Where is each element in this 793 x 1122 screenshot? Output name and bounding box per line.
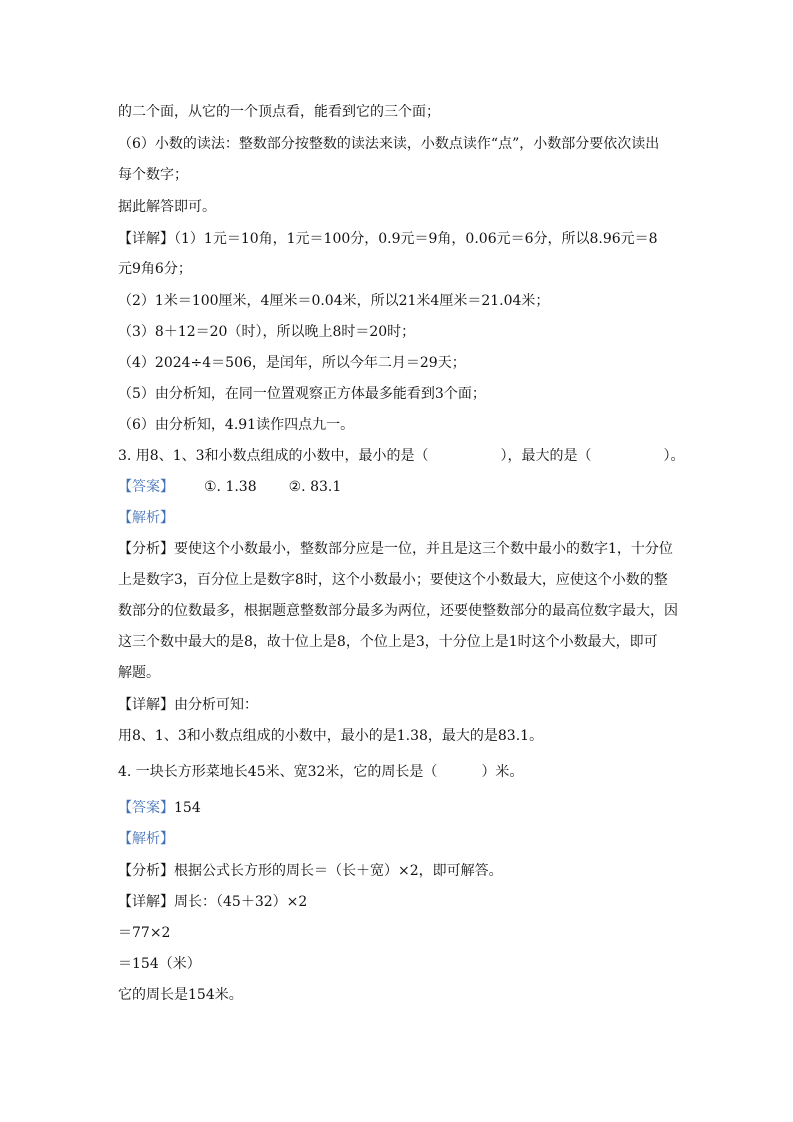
question-3-part-c: ）。: [663, 448, 685, 464]
answer-item: ①. 1.38: [204, 479, 257, 495]
detail-line: ＝154（米）: [118, 956, 201, 972]
question-4: [118, 762, 523, 782]
question-3-part-b: ），最大的是（: [500, 448, 592, 464]
analysis-line: 解题。: [118, 665, 160, 681]
analysis-line: 【分析】要使这个小数最小，整数部分应是一位，并且是这三个数中最小的数字1，十分位: [118, 541, 673, 557]
answer-tag: 【答案】: [118, 800, 174, 816]
text-line: （5）由分析知，在同一位置观察正方体最多能看到3个面；: [118, 386, 486, 402]
question-3: [118, 446, 685, 466]
question-4-part-a: 4. 一块长方形菜地长45米、宽32米，它的周长是（: [118, 764, 438, 780]
text-line: （4）2024÷4＝506，是闰年，所以今年二月＝29天；: [118, 355, 466, 371]
detail-line: 【详解】周长：（45＋32）×2: [118, 894, 308, 910]
detail-line: 用8、1、3和小数点组成的小数中，最小的是1.38，最大的是83.1。: [118, 728, 544, 744]
analysis-tag: 【解析】: [118, 510, 174, 526]
text-line: 每个数字；: [118, 167, 188, 183]
analysis-line: 上是数字3，百分位上是数字8时，这个小数最小；要使这个小数最大，应使这个小数的整: [118, 572, 668, 588]
analysis-tag: 【解析】: [118, 831, 174, 847]
text-line: （2）1米＝100厘米，4厘米＝0.04米，所以21米4厘米＝21.04米；: [118, 293, 550, 309]
question-4-part-b: ）米。: [481, 764, 524, 780]
detail-line: 它的周长是154米。: [118, 987, 243, 1003]
question-4-answer: [118, 798, 201, 818]
analysis-line: 这三个数中最大的是8，故十位上是8，个位上是3，十分位上是1时这个小数最大，即可: [118, 634, 658, 650]
text-line: 【详解】（1）1元＝10角，1元＝100分，0.9元＝9角，0.06元＝6分，所以8.96元＝8: [118, 231, 658, 247]
analysis-line: 数部分的位数最多，根据题意整数部分最多为两位，还要使整数部分的最高位数字最大，因: [118, 603, 678, 619]
detail-line: 【详解】由分析可知：: [118, 697, 258, 713]
answer-tag: 【答案】: [118, 479, 174, 495]
question-3-answer: [118, 477, 341, 497]
detail-line: ＝77×2: [118, 925, 171, 941]
analysis-line: 【分析】根据公式长方形的周长＝（长＋宽）×2，即可解答。: [118, 863, 503, 879]
text-line: （3）8＋12＝20（时），所以晚上8时＝20时；: [118, 324, 416, 340]
text-line: 的二个面，从它的一个顶点看，能看到它的三个面；: [118, 104, 440, 120]
answer-value: 154: [174, 800, 201, 816]
text-line: （6）由分析知，4.91读作四点九一。: [118, 417, 355, 433]
answer-item: ②. 83.1: [288, 479, 342, 495]
text-line: 据此解答即可。: [118, 199, 216, 215]
question-3-part-a: 3. 用8、1、3和小数点组成的小数中，最小的是（: [118, 448, 429, 464]
text-line: 元9角6分；: [118, 261, 192, 277]
text-line: （6）小数的读法：整数部分按整数的读法来读，小数点读作“点”，小数部分要依次读出: [118, 136, 660, 152]
